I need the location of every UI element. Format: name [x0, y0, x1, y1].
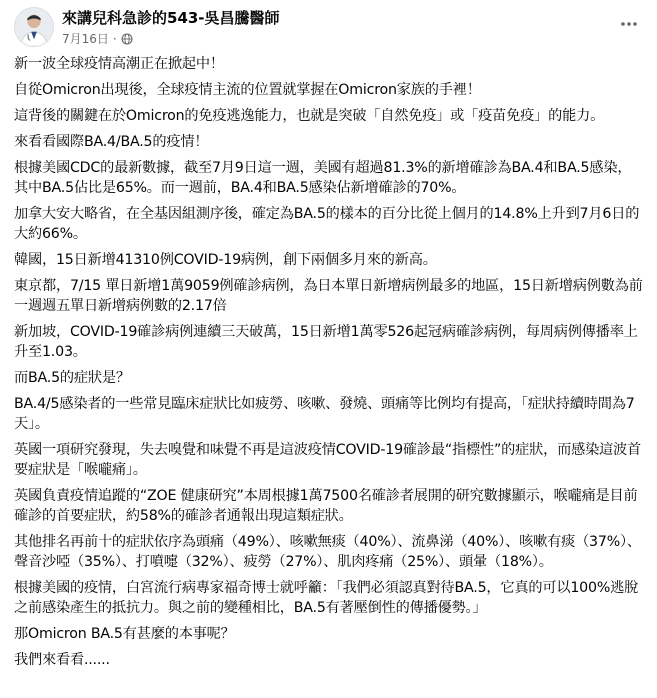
post-paragraph: 來看看國際BA.4/BA.5的疫情！ — [14, 134, 209, 150]
post-paragraph: 東京都，7/15 單日新增1萬9059例確診病例，為日本單日新增病例最多的地區，15日新增病例數為前一週週五單日新增病例數的2.17倍 — [14, 278, 643, 314]
post-paragraph: 那Omicron BA.5有甚麼的本事呢？ — [14, 626, 235, 642]
post-paragraph: 加拿大安大略省，在全基因組測序後，確定為BA.5的樣本的百分比從上個月的14.8%上升到7月6日的大約66%。 — [14, 206, 640, 242]
post-text — [14, 54, 644, 676]
post-paragraph: 新一波全球疫情高潮正在掀起中！ — [14, 56, 224, 72]
globe-icon — [121, 33, 133, 45]
post-date-link[interactable]: 7月16日 — [62, 32, 109, 46]
post-paragraph: 英國一項研究發現，失去嗅覺和味覺不再是這波疫情COVID-19確診最“指標性”的症狀，而感染這波首要症狀是「喉嚨痛」。 — [14, 442, 642, 478]
post-paragraph: 而BA.5的症狀是？ — [14, 370, 130, 386]
post-paragraph: 我們來看看...... — [14, 652, 110, 668]
doctor-avatar-icon — [15, 8, 53, 46]
post-paragraph: 其他排名再前十的症狀依序為頭痛（49%）、咳嗽無痰（40%）、流鼻涕（40%）、咳嗽有痰（37%）、聲音沙啞（35%）、打噴嚏（32%）、疲勞（27%）、肌肉疼痛（25%）、頭暈（18%）。 — [14, 534, 641, 570]
post-header — [0, 0, 657, 50]
post-paragraph: 根據美國CDC的最新數據，截至7月9日這一週，美國有超過81.3%的新增確診為BA.4和BA.5感染，其中BA.5佔比是65%。而一週前，BA.4和BA.5感染佔新增確診的70%。 — [14, 160, 632, 196]
author-avatar[interactable] — [14, 7, 54, 47]
more-options-icon — [619, 14, 639, 34]
more-options-button[interactable] — [613, 8, 645, 40]
post-paragraph: BA.4/5感染者的一些常見臨床症狀比如疲勞、咳嗽、發燒、頭痛等比例均有提高，「症狀持續時間為7天」。 — [14, 396, 635, 432]
post-paragraph: 根據美國的疫情，白宮流行病專家福奇博士就呼籲：「我們必須認真對待BA.5，它真的可以100%逃脫之前感染產生的抵抗力。與之前的變種相比，BA.5有著壓倒性的傳播優勢。」 — [14, 580, 639, 616]
post-paragraph: 新加坡，COVID-19確診病例連續三天破萬，15日新增1萬零526起冠病確診病例，每周病例傳播率上升至1.03。 — [14, 324, 638, 360]
post-paragraph: 自從Omicron出現後，全球疫情主流的位置就掌握在Omicron家族的手裡！ — [14, 82, 481, 98]
post-paragraph: 這背後的關鍵在於Omicron的免疫逃逸能力，也就是突破「自然免疫」或「疫苗免疫」的能力。 — [14, 108, 605, 124]
author-name-link[interactable]: 來講兒科急診的543-吳昌騰醫師 — [62, 9, 280, 27]
post-paragraph: 英國負責疫情追蹤的“ZOE 健康研究”本周根據1萬7500名確診者展開的研究數據顯示，喉嚨痛是目前確診的首要症狀，約58%的確診者通報出現這類症狀。 — [14, 488, 638, 524]
post-paragraph: 韓國，15日新增41310例COVID-19病例，創下兩個多月來的新高。 — [14, 252, 437, 268]
meta-separator: · — [112, 31, 117, 46]
post-meta — [62, 30, 133, 47]
